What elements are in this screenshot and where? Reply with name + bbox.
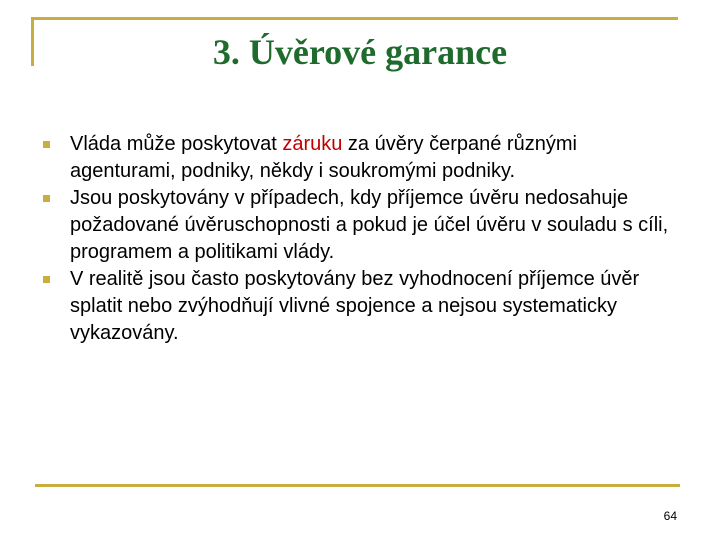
bullet-list bbox=[38, 131, 688, 347]
bullet-text-before: Vláda může poskytovat bbox=[70, 133, 283, 155]
frame-top-line bbox=[31, 17, 678, 20]
square-bullet-icon bbox=[43, 276, 50, 283]
frame-bottom-line bbox=[35, 484, 680, 487]
bullet-item bbox=[38, 266, 688, 347]
bullet-item bbox=[38, 185, 688, 266]
slide-title: 3. Úvěrové garance bbox=[212, 32, 508, 72]
page-number: 64 bbox=[663, 509, 677, 523]
bullet-item bbox=[38, 131, 688, 185]
bullet-text: Jsou poskytovány v případech, kdy příjemce úvěru nedosahuje požadované úvěruschopnosti a pokud je účel úvěru v souladu s cíli, programem a politikami vlády. bbox=[70, 187, 669, 263]
square-bullet-icon bbox=[43, 141, 50, 148]
highlighted-term: záruku bbox=[282, 133, 343, 155]
square-bullet-icon bbox=[43, 195, 50, 202]
bullet-text: V realitě jsou často poskytovány bez vyhodnocení příjemce úvěr splatit nebo zvýhodňují vlivné spojence a nejsou systematicky vykazovány. bbox=[70, 268, 640, 344]
bullet-text-after: za úvěry čerpané různými agenturami, podniky, někdy i soukromými podniky. bbox=[70, 133, 577, 182]
